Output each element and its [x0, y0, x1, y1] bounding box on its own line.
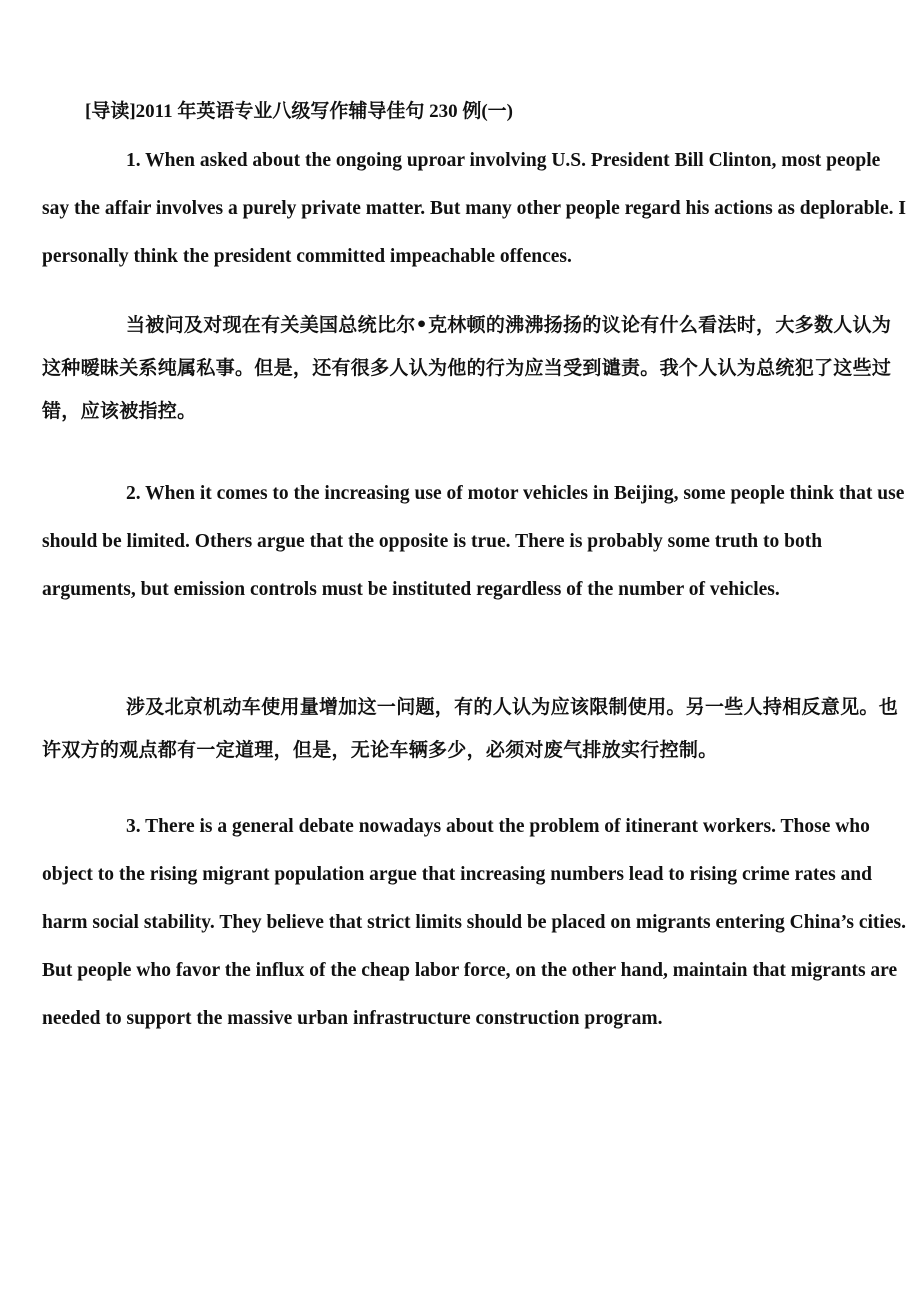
paragraph-1-english: 1. When asked about the ongoing uproar involving U.S. President Bill Clinton, most people say the affair involves a purely private matter. But many other people regard his actions as deplorable. I personally think the president committed impeachable offences.: [42, 150, 906, 267]
paragraph-2-chinese: 涉及北京机动车使用量增加这一问题，有的人认为应该限制使用。另一些人持相反意见。也许双方的观点都有一定道理，但是，无论车辆多少，必须对废气排放实行控制。: [42, 696, 899, 761]
paragraph-1-chinese: 当被问及对现在有关美国总统比尔•克林顿的沸沸扬扬的议论有什么看法时，大多数人认为这种暧昧关系纯属私事。但是，还有很多人认为他的行为应当受到谴责。我个人认为总统犯了这些过错，应该被指控。: [42, 314, 892, 422]
paragraph-2-english: 2. When it comes to the increasing use of motor vehicles in Beijing, some people think that use should be limited. Others argue that the opposite is true. There is probably some truth to both arguments, but emission controls must be instituted regardless of the number of vehicles.: [42, 483, 905, 600]
document-title: [导读]2011 年英语专业八级写作辅导佳句 230 例(一): [85, 101, 514, 122]
paragraph-3-english: 3. There is a general debate nowadays about the problem of itinerant workers. Those who object to the rising migrant population argue that increasing numbers lead to rising crime rates and harm social stability. They believe that strict limits should be placed on migrants entering China’s cities. But people who favor the influx of the cheap labor force, on the other hand, maintain that migrants are needed to support the massive urban infrastructure construction program.: [42, 816, 906, 1029]
